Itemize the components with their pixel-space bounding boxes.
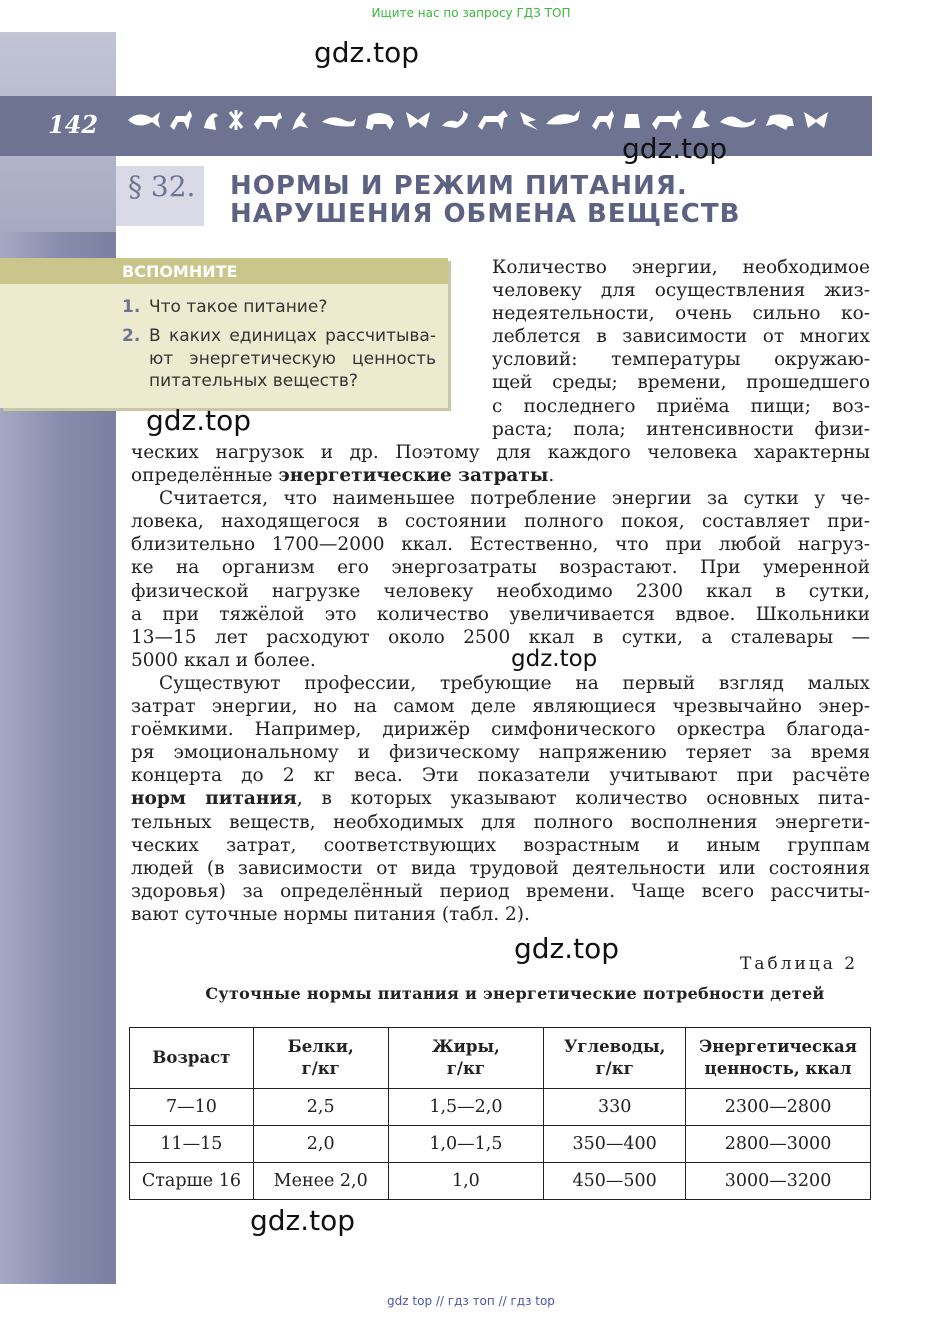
text-line: условий: температуры окружаю- [492, 349, 870, 371]
text-line: ке на организм его энергозатраты возрастают. При умеренной [131, 557, 870, 579]
header-energy [686, 1028, 871, 1089]
watermark: gdz.top [514, 932, 620, 965]
question-number: 1. [122, 297, 141, 317]
text-line: недеятельности, очень сильно ко- [492, 303, 870, 325]
moose-icon [652, 110, 682, 130]
header-line: Углеводы, [563, 1037, 666, 1056]
term-energy-costs: энергетические затраты [278, 465, 549, 487]
text-line: Считается, что наименьшее потребление энергии за сутки у че- [159, 488, 870, 510]
watermark: gdz.top [314, 36, 420, 69]
deer2-icon [592, 110, 614, 130]
boar-icon [766, 114, 794, 130]
cell-carbs: 350—400 [544, 1126, 686, 1163]
text-line: ческих нагрузок и др. Поэтому для каждого человека характерны [131, 442, 870, 463]
recall-question-1 [122, 296, 436, 319]
text-line: леблется в зависимости от многих [492, 326, 870, 348]
text-line: ческих затрат, соответствующих возрастным и иным группам [131, 834, 870, 856]
table-title: Суточные нормы питания и энергетические потребности детей [205, 984, 825, 1003]
header-line: Жиры, [432, 1037, 500, 1056]
text-line: щей среды; времени, прошедшего [492, 372, 870, 394]
watermark: gdz.top [622, 132, 728, 165]
section-number: § 32. [128, 170, 196, 203]
cell-protein: 2,0 [253, 1126, 388, 1163]
butterfly2-icon [804, 112, 828, 128]
header-line: Энергетическая [699, 1037, 857, 1056]
fish-icon [128, 112, 160, 128]
text-line: Существуют профессии, требующие на первый взгляд малых [159, 672, 870, 694]
animal-silhouettes-strip [126, 104, 846, 136]
cell-carbs: 450—500 [544, 1163, 686, 1200]
scorpion-icon [442, 110, 468, 128]
question-text-line: ют энергетическую ценность [149, 348, 436, 369]
text-line: ря эмоциональному и физическому напряжению теряет за время [131, 742, 870, 764]
table-row [130, 1089, 871, 1126]
watermark: gdz.top [250, 1204, 356, 1237]
watermark: gdz.top [511, 646, 598, 672]
text-line: здоровья) за определённый период времени. Чаще всего рассчиты- [131, 880, 870, 902]
page-number: 142 [48, 110, 99, 139]
question-number: 2. [122, 326, 141, 346]
text-span: определённые [131, 465, 279, 487]
header-fat [388, 1028, 544, 1089]
header-age: Возраст [130, 1028, 254, 1089]
text-line: раста; пола; интенсивности физи- [492, 418, 870, 440]
text-line: ловека, находящегося в состоянии полного покоя, составляет при- [131, 511, 870, 533]
text-line: а при тяжёлой это количество увеличивается вдвое. Школьники [131, 603, 870, 625]
lizard-icon [322, 117, 356, 126]
text-line [131, 464, 870, 487]
header-line: Белки, [287, 1037, 354, 1056]
dolphin-icon [546, 110, 580, 125]
text-line: 13—15 лет расходуют около 2500 ккал в сутки, а сталевары — [131, 626, 870, 648]
header-carbs [544, 1028, 686, 1089]
rabbit-icon [692, 110, 710, 128]
insect-icon [230, 110, 242, 130]
recall-question-2 [122, 325, 436, 393]
table-header-row [130, 1028, 871, 1089]
cell-energy: 3000—3200 [686, 1163, 871, 1200]
text-line: тельных веществ, необходимых для полного восполнения энергети- [131, 811, 870, 833]
text-span: , в которых указывают количество основных пита- [296, 788, 871, 810]
header-line: ценность, ккал [704, 1059, 852, 1078]
beetle-icon [624, 114, 640, 128]
header-protein [253, 1028, 388, 1089]
question-text: Что такое питание? [149, 297, 328, 317]
table-row [130, 1126, 871, 1163]
wolf-icon [254, 112, 282, 130]
cell-energy: 2300—2800 [686, 1089, 871, 1126]
horse-icon [478, 110, 508, 130]
bear-icon [366, 113, 394, 130]
cell-energy: 2800—3000 [686, 1126, 871, 1163]
cell-age: 7—10 [130, 1089, 254, 1126]
heron-icon [520, 112, 538, 130]
nutrition-table [129, 1027, 871, 1200]
text-line: человеку для осуществления жиз- [492, 280, 870, 302]
text-line: вают суточные нормы питания (табл. 2). [131, 903, 530, 925]
paragraph-1-right-column [492, 256, 870, 441]
text-line: Количество энергии, необходимое [492, 257, 870, 278]
bottom-links[interactable]: gdz top // гдз топ // гдз top [387, 1294, 555, 1308]
text-line: 5000 ккал и более. [131, 649, 316, 671]
text-line [131, 787, 870, 810]
text-line: физической нагрузке человеку необходимо 2300 ккал в сутки, [131, 580, 870, 602]
header-line: г/кг [595, 1059, 634, 1078]
table-label: Таблица 2 [740, 954, 859, 974]
section-title [230, 172, 740, 228]
text-span: . [548, 465, 555, 487]
text-line: гоёмкими. Например, дирижёр симфонического оркестра благода- [131, 719, 870, 741]
cell-fat: 1,0 [388, 1163, 544, 1200]
text-line: близительно 1700—2000 ккал. Естественно, что при любой нагруз- [131, 534, 870, 556]
cell-age: 11—15 [130, 1126, 254, 1163]
header-line: г/кг [446, 1059, 485, 1078]
section-title-line-2: НАРУШЕНИЯ ОБМЕНА ВЕЩЕСТВ [230, 199, 741, 229]
kangaroo-icon [292, 112, 308, 130]
recall-heading: ВСПОМНИТЕ [122, 262, 238, 281]
section-title-line-1: НОРМЫ И РЕЖИМ ПИТАНИЯ. [230, 171, 688, 201]
butterfly-icon [406, 112, 430, 128]
table-row [130, 1163, 871, 1200]
term-nutrition-norms: норм питания [131, 788, 297, 810]
question-text-line: питательных веществ? [149, 371, 358, 391]
watermark: gdz.top [146, 404, 252, 437]
cell-protein: Менее 2,0 [253, 1163, 388, 1200]
recall-header [0, 258, 448, 284]
cell-protein: 2,5 [253, 1089, 388, 1126]
cell-fat: 1,0—1,5 [388, 1126, 544, 1163]
recall-box [0, 258, 448, 408]
bird-icon [204, 113, 218, 130]
main-text [131, 441, 870, 926]
cell-carbs: 330 [544, 1089, 686, 1126]
question-text-line: В каких единицах рассчитыва- [149, 326, 436, 346]
text-line: затрат энергии, но на самом деле являющиеся чрезвычайно энер- [131, 696, 870, 718]
text-line: концерта до 2 кг веса. Эти показатели учитывают при расчёте [131, 765, 870, 787]
header-line: г/кг [301, 1059, 340, 1078]
cell-fat: 1,5—2,0 [388, 1089, 544, 1126]
deer-icon [170, 110, 192, 130]
text-line: людей (в зависимости от вида трудовой деятельности или состояния [131, 857, 870, 879]
cell-age: Старше 16 [130, 1163, 254, 1200]
snake-icon [720, 116, 756, 127]
top-search-link[interactable]: Ищите нас по запросу ГДЗ ТОП [371, 6, 571, 20]
text-line: с последнего приёма пищи; воз- [492, 395, 870, 417]
